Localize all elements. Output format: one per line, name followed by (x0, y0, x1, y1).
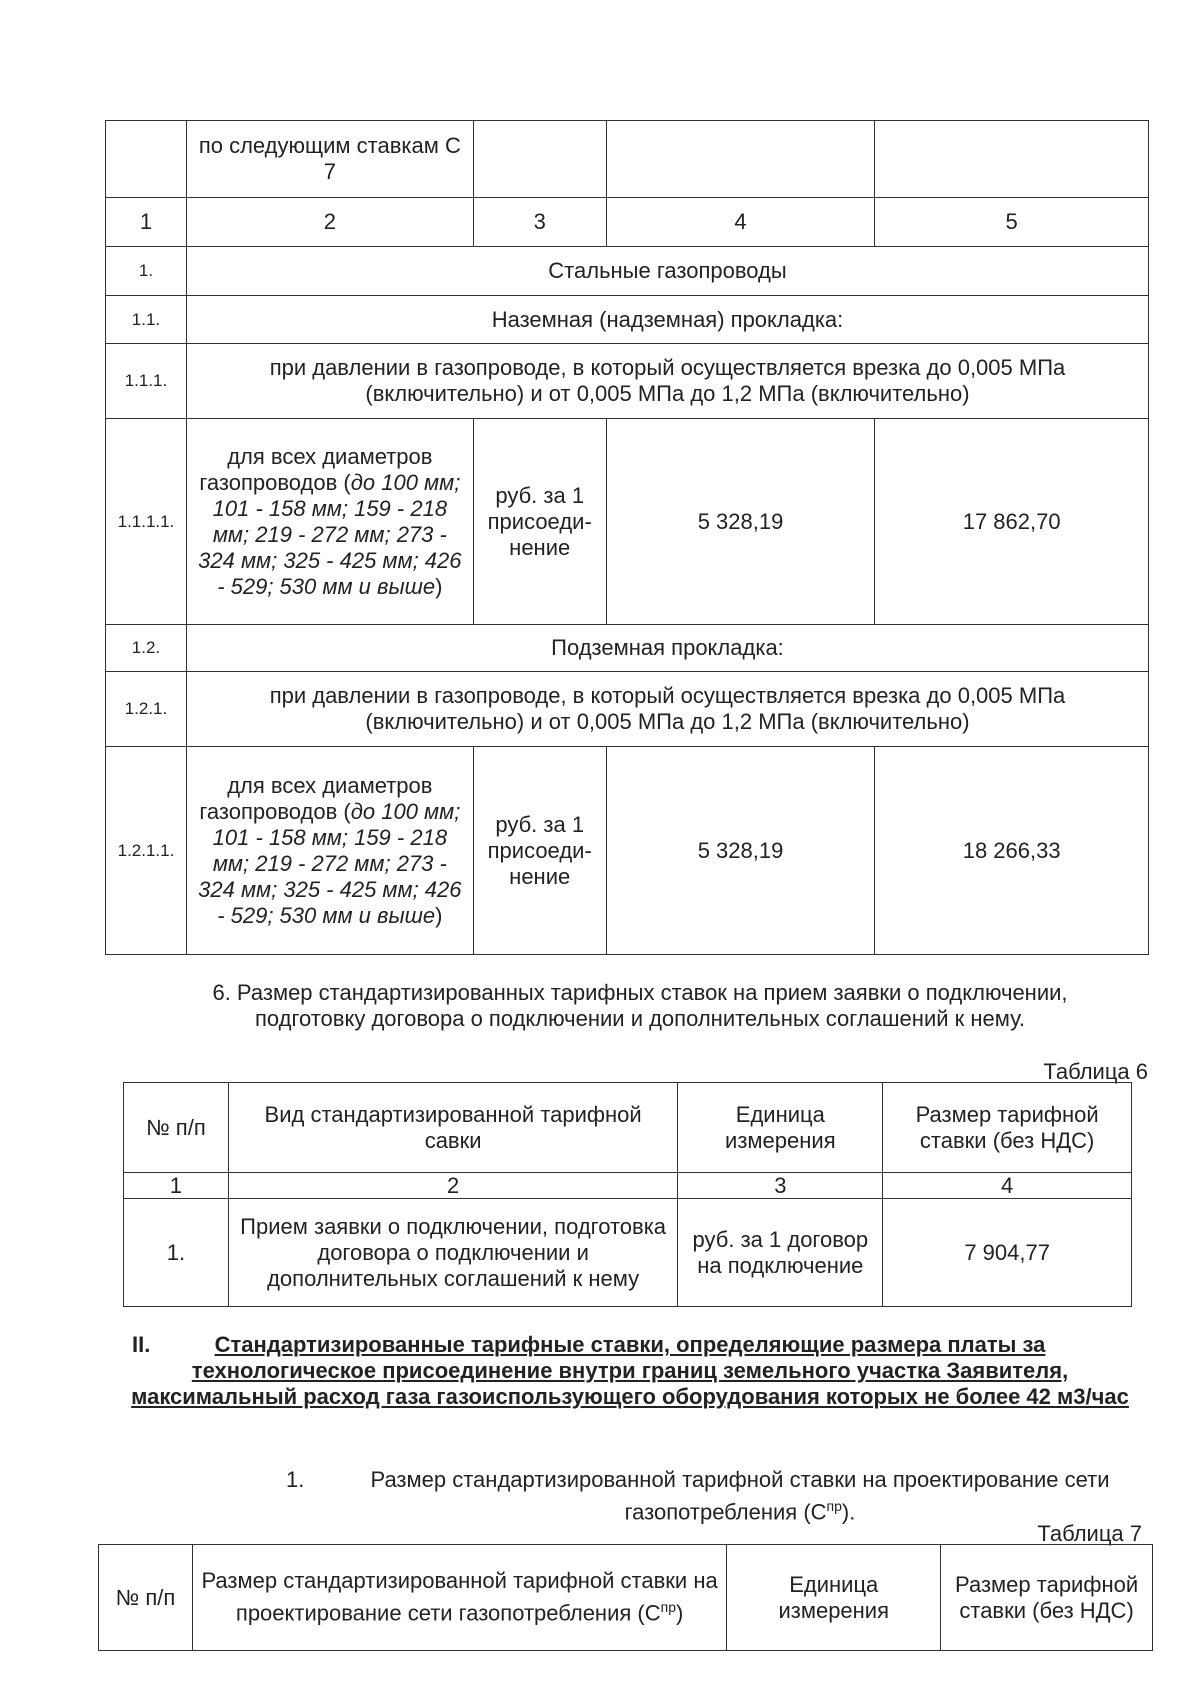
item-1-main: Размер стандартизированной тарифной ставки на проектирование сети газопотребления (С (370, 1467, 1110, 1525)
tariff-table-5 (105, 120, 1149, 955)
table-row (106, 344, 1149, 419)
row-number: 1.2.1. (106, 672, 187, 747)
subsection-title: Наземная (надземная) прокладка: (186, 296, 1148, 344)
section-title: Стальные газопроводы (186, 247, 1148, 296)
row-number: 1. (106, 247, 187, 296)
table-row (106, 419, 1149, 625)
item-1-text (345, 1467, 1135, 1525)
section-2-marker: II. (132, 1332, 151, 1357)
item-1-end: ). (841, 1499, 856, 1525)
value-cell: 7 904,77 (883, 1199, 1132, 1307)
table-cell: 4 (883, 1173, 1132, 1199)
table-cell (875, 121, 1149, 198)
table-cell (106, 121, 187, 198)
desc-suffix: ) (435, 902, 443, 928)
table-cell: 5 (875, 198, 1149, 247)
table-row (106, 625, 1149, 672)
desc-italic: до 100 мм; 101 - 158 мм; 159 - 218 мм; 219 - 272 мм; 273 - 324 мм; 325 - 425 мм; 426 - 529; 530 мм и выше (198, 798, 462, 928)
table-cell: 2 (228, 1173, 678, 1199)
tariff-table-6 (123, 1082, 1132, 1307)
row-number: 1. (124, 1199, 229, 1307)
subsection-title: Подземная прокладка: (186, 625, 1148, 672)
diameter-description (186, 747, 473, 955)
section-2-heading (130, 1332, 1130, 1410)
table-7-caption: Таблица 7 (1037, 1521, 1142, 1546)
pressure-condition: при давлении в газопроводе, в который осуществляется врезка до 0,005 МПа (включительно) и от 0,005 МПа до 1,2 МПа (включительно) (186, 344, 1148, 419)
column-header: Единица измерения (678, 1083, 883, 1173)
table-header-row (124, 1083, 1132, 1173)
section-2-title: Стандартизированные тарифные ставки, определяющие размера платы за технологическое присоединение внутри границ земельного участка Заявителя, максимальный расход газа газоиспользующего оборудования которых не более 42 м3/час (131, 1332, 1129, 1409)
table-row (124, 1199, 1132, 1307)
table-cell: 3 (678, 1173, 883, 1199)
column-header: Вид стандартизированной тарифной савки (228, 1083, 678, 1173)
table-row (106, 247, 1149, 296)
column-header: Размер тарифной ставки (без НДС) (883, 1083, 1132, 1173)
row-number: 1.1. (106, 296, 187, 344)
row-number: 1.1.1.1. (106, 419, 187, 625)
table-cell: 3 (473, 198, 606, 247)
row-number: 1.2.1.1. (106, 747, 187, 955)
table-row (106, 747, 1149, 955)
table-row (106, 672, 1149, 747)
value-cell: 18 266,33 (875, 747, 1149, 955)
row-number: 1.1.1. (106, 344, 187, 419)
service-description: Прием заявки о подключении, подготовка договора о подключении и дополнительных соглашений к нему (228, 1199, 678, 1307)
diameter-description (186, 419, 473, 625)
column-header: № п/п (124, 1083, 229, 1173)
table-row (106, 198, 1149, 247)
superscript: пр (660, 1599, 676, 1616)
table-row (106, 296, 1149, 344)
table-cell: 1 (124, 1173, 229, 1199)
unit-cell: руб. за 1 присоеди-нение (473, 419, 606, 625)
table-6-caption: Таблица 6 (1043, 1059, 1148, 1084)
section-6-text: 6. Размер стандартизированных тарифных ставок на прием заявки о подключении, подготовку договора о подключении и дополнительных соглашений к нему. (212, 980, 1068, 1031)
table-row (124, 1173, 1132, 1199)
table-row (106, 121, 1149, 198)
table-cell: 1 (106, 198, 187, 247)
tariff-table-7 (98, 1544, 1153, 1651)
desc-prefix: для всех диаметров газопроводов ( (199, 772, 433, 824)
desc-suffix: ) (435, 573, 443, 599)
table-cell: по следующим ставкам С 7 (186, 121, 473, 198)
table-cell (606, 121, 875, 198)
table-cell (473, 121, 606, 198)
column-header: № п/п (99, 1545, 193, 1651)
table-cell: 2 (186, 198, 473, 247)
value-cell: 17 862,70 (875, 419, 1149, 625)
value-cell: 5 328,19 (606, 419, 875, 625)
superscript: пр (826, 1498, 842, 1514)
column-header (192, 1545, 726, 1651)
header-text: Размер стандартизированной тарифной ставки на проектирование сети газопотребления (С (201, 1568, 718, 1626)
column-header: Единица измерения (727, 1545, 941, 1651)
desc-italic: до 100 мм; 101 - 158 мм; 159 - 218 мм; 219 - 272 мм; 273 - 324 мм; 325 - 425 мм; 426 - 529; 530 мм и выше (198, 469, 462, 599)
unit-cell: руб. за 1 договор на подключение (678, 1199, 883, 1307)
header-end: ) (675, 1600, 684, 1626)
table-cell: 4 (606, 198, 875, 247)
unit-cell: руб. за 1 присоеди-нение (473, 747, 606, 955)
table-header-row (99, 1545, 1153, 1651)
value-cell: 5 328,19 (606, 747, 875, 955)
desc-prefix: для всех диаметров газопроводов ( (199, 443, 433, 495)
pressure-condition: при давлении в газопроводе, в который осуществляется врезка до 0,005 МПа (включительно) и от 0,005 МПа до 1,2 МПа (включительно) (186, 672, 1148, 747)
item-1-number: 1. (286, 1467, 305, 1492)
row-number: 1.2. (106, 625, 187, 672)
column-header: Размер тарифной ставки (без НДС) (941, 1545, 1153, 1651)
